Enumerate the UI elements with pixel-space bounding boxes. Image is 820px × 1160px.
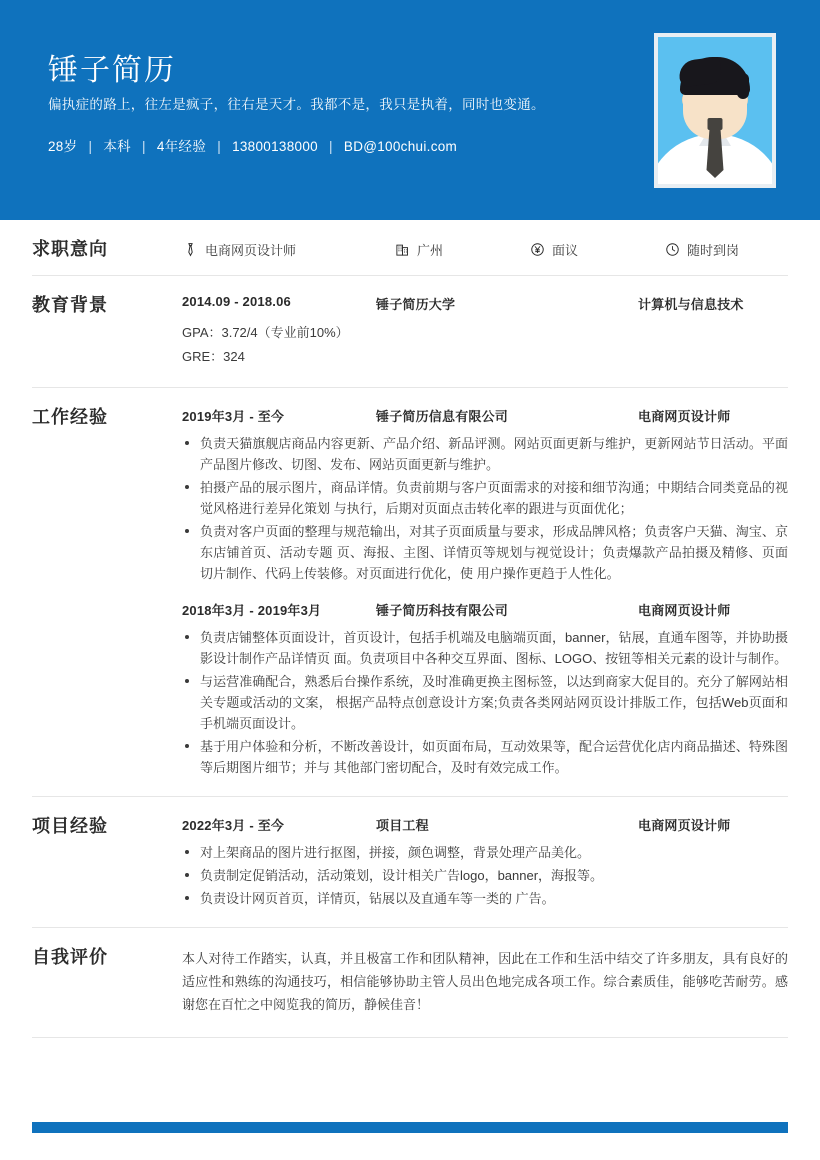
work-entry-head [182, 406, 788, 425]
education-date: 2014.09 - 2018.06 [182, 293, 291, 309]
list-item: 负责对客户页面的整理与规范输出，对其子页面质量与要求，形成品牌风格；负责客户天猫、淘宝、京东店铺首页、活动专题 页、海报、主图、详情页等规划与视觉设计；负责爆款产品拍摄及精修、页面切片制作、代码上传装修。对页面进行优化，使 用户操作更趋于人性化。 [182, 521, 788, 584]
tie-icon [182, 241, 199, 258]
meta-email: BD@100chui.com [343, 139, 458, 154]
project-date: 2022年3月 - 至今 [182, 818, 285, 834]
meta-education: 本科 [103, 139, 131, 154]
education-gre: GRE：324 [182, 348, 245, 364]
work-entry-head [182, 600, 788, 619]
header-text-block [48, 54, 628, 115]
meta-separator: | [142, 139, 146, 154]
list-item: 负责店铺整体页面设计，首页设计，包括手机端及电脑端页面，banner，钻展，直通车图等，并协助摄影设计制作产品详情页 面。负责项目中各种交互界面、图标、LOGO、按钮等相关元素的设计与制作。 [182, 627, 788, 669]
section-body-education [182, 294, 788, 373]
work-role: 电商网页设计师 [638, 408, 731, 424]
work-role: 电商网页设计师 [638, 603, 731, 619]
intent-city-label: 广州 [417, 243, 444, 258]
project-entry [182, 815, 788, 909]
list-item: 基于用户体验和分析，不断改善设计，如页面布局，互动效果等，配合运营优化店内商品描述、特殊图等后期图片细节；并与 其他部门密切配合，及时有效完成工作。 [182, 736, 788, 778]
self-evaluation-text: 本人对待工作踏实，认真，并且极富工作和团队精神，因此在工作和生活中结交了许多朋友，具有良好的适应性和熟练的沟通技巧，相信能够协助主管人员出色地完成各项工作。综合素质佳，能够吃苦耐劳。感谢您在百忙之中阅览我的简历，静候佳音！ [182, 951, 788, 1012]
intent-position-label: 电商网页设计师 [205, 243, 297, 258]
list-item: 与运营准确配合，熟悉后台操作系统，及时准确更换主图标签，以达到商家大促目的。充分了解网站相关专题或活动的文案， 根据产品特点创意设计方案;负责各类网站网页设计排版工作，包括Web页面和手机端页面设计。 [182, 671, 788, 734]
list-item: 负责设计网页首页，详情页，钻展以及直通车等一类的 广告。 [182, 888, 788, 909]
list-item: 负责制定促销活动，活动策划，设计相关广告logo，banner，海报等。 [182, 865, 788, 886]
intent-item-city [394, 240, 529, 259]
section-title-project-experience: 项目经验 [32, 816, 108, 837]
avatar-frame [654, 33, 776, 188]
footer-accent-bar [32, 1122, 788, 1133]
avatar [658, 37, 772, 184]
building-icon [394, 241, 411, 258]
education-gpa: GPA：3.72/4（专业前10%） [182, 324, 349, 340]
page-title: 锤子简历 [48, 54, 176, 87]
header-slogan: 偏执症的路上，往左是疯子，往右是天才。我都不是，我只是执着，同时也变通。 [48, 96, 545, 112]
yen-icon [529, 241, 546, 258]
work-entry [182, 600, 788, 778]
meta-phone: 13800138000 [232, 139, 318, 154]
work-company: 锤子简历科技有限公司 [376, 603, 509, 619]
intent-item-salary [529, 240, 664, 259]
list-item: 拍摄产品的展示图片，商品详情。负责前期与客户页面需求的对接和细节沟通；中期结合同类竟品的视觉风格进行差异化策划 与执行，后期对页面点击转化率的跟进与页面优化； [182, 477, 788, 519]
education-school: 锤子简历大学 [376, 296, 456, 312]
education-major: 计算机与信息技术 [638, 296, 744, 312]
section-project-experience [32, 796, 788, 927]
intent-item-availability [664, 240, 739, 259]
section-education [32, 275, 788, 387]
resume-header [0, 0, 820, 220]
avatar-tie-shape [707, 128, 724, 178]
avatar-hair-side-shape [737, 73, 749, 99]
work-bullets [182, 433, 788, 584]
clock-icon [664, 241, 681, 258]
list-item: 对上架商品的图片进行抠图，拼接，颜色调整，背景处理产品美化。 [182, 842, 788, 863]
list-item: 负责天猫旗舰店商品内容更新、产品介绍、新品评测。网站页面更新与维护，更新网站节日活动。平面产品图片修改、切图、发布、网站页面更新与维护。 [182, 433, 788, 475]
meta-age: 28岁 [48, 139, 78, 154]
project-name: 项目工程 [376, 818, 429, 834]
section-body-self-evaluation [182, 946, 788, 1016]
education-entry [182, 294, 788, 369]
work-entry [182, 406, 788, 584]
intent-item-position [182, 240, 394, 259]
section-work-experience [32, 387, 788, 797]
intent-salary-label: 面议 [552, 243, 579, 258]
work-company: 锤子简历信息有限公司 [376, 408, 509, 424]
meta-experience: 4年经验 [156, 139, 207, 154]
section-title-education: 教育背景 [32, 294, 108, 315]
meta-separator: | [88, 139, 93, 154]
project-role: 电商网页设计师 [638, 818, 731, 834]
section-body-project-experience [182, 815, 788, 913]
work-date: 2018年3月 - 2019年3月 [182, 603, 322, 619]
section-job-intention [32, 220, 788, 275]
section-title-work-experience: 工作经验 [32, 406, 108, 427]
header-meta-line [48, 135, 457, 155]
meta-separator: | [217, 139, 221, 154]
project-bullets [182, 842, 788, 909]
section-self-evaluation [32, 927, 788, 1037]
resume-body [0, 220, 820, 1038]
intent-availability-label: 随时到岗 [687, 243, 740, 258]
meta-separator: | [329, 139, 333, 154]
project-entry-head [182, 815, 788, 834]
job-intention-row [182, 238, 788, 259]
work-date: 2019年3月 - 至今 [182, 408, 285, 424]
work-bullets [182, 627, 788, 778]
section-title-self-evaluation: 自我评价 [32, 947, 108, 968]
education-entry-head [182, 294, 788, 313]
section-body-work-experience [182, 406, 788, 783]
section-title-job-intention: 求职意向 [32, 239, 108, 259]
section-body-job-intention [182, 238, 788, 259]
